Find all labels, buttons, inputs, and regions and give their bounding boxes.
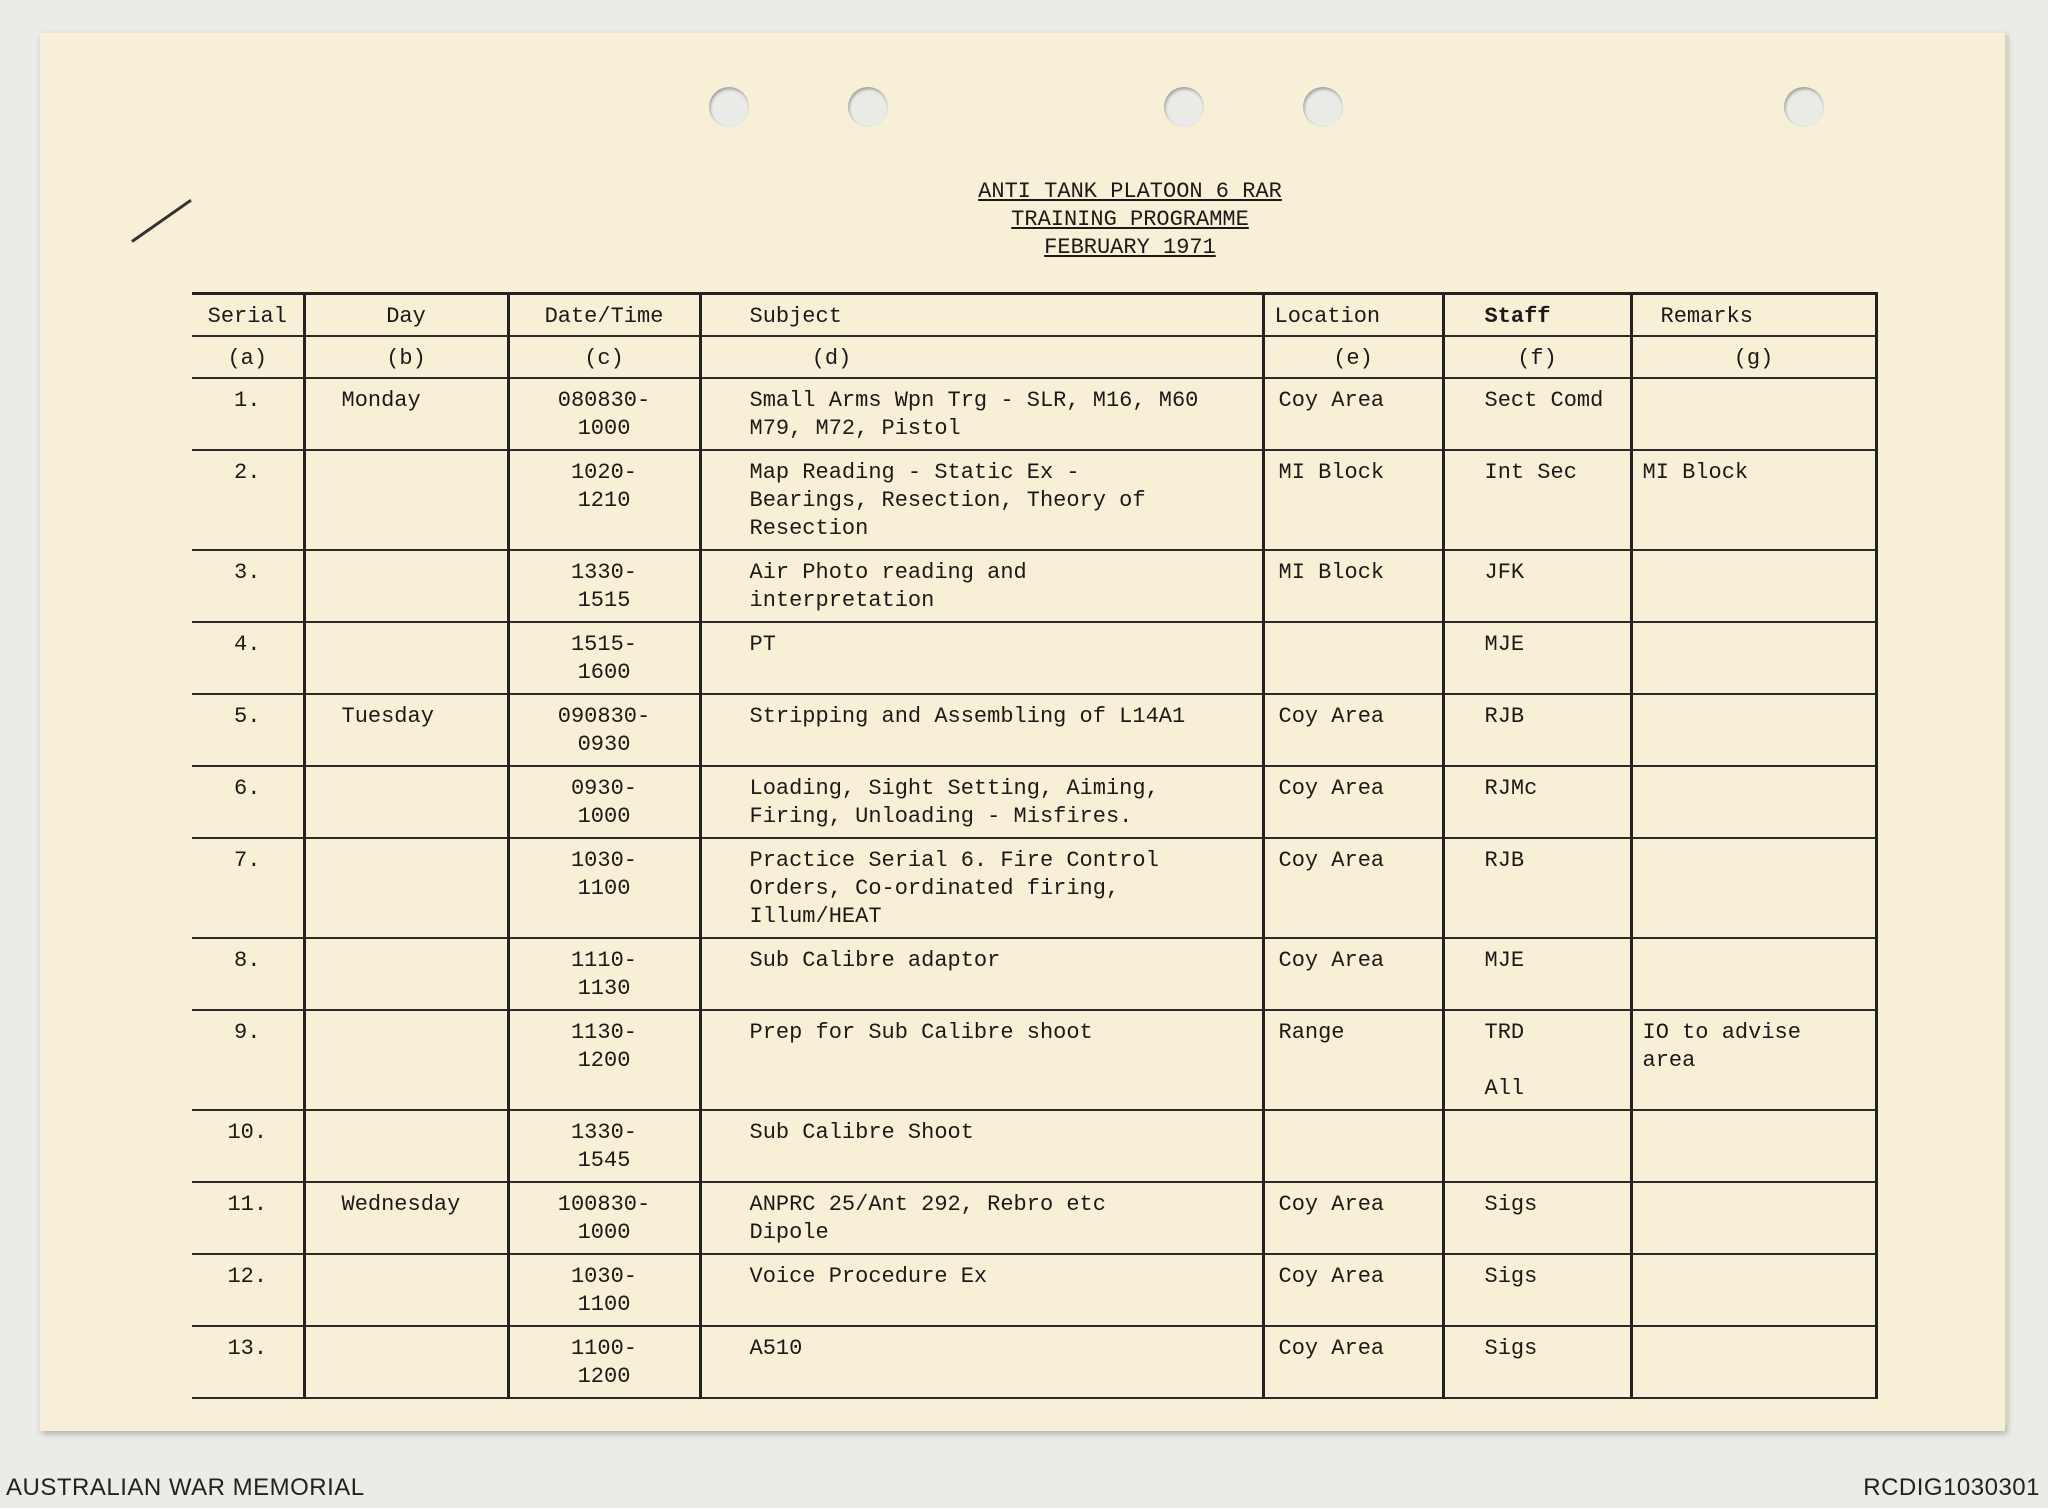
location-cell: Coy Area: [1263, 1254, 1443, 1326]
location-cell: [1263, 622, 1443, 694]
staff-cell: TRD All: [1443, 1010, 1631, 1110]
date-time-cell: 0930- 1000: [508, 766, 700, 838]
serial-cell: 9.: [192, 1010, 304, 1110]
staff-cell: RJB: [1443, 694, 1631, 766]
staff-cell: Sigs: [1443, 1182, 1631, 1254]
column-header: Subject: [700, 294, 1263, 337]
serial-cell: 8.: [192, 938, 304, 1010]
title-line: TRAINING PROGRAMME: [1011, 207, 1249, 232]
column-letter-row: [192, 336, 1876, 378]
subject-cell: Sub Calibre adaptor: [700, 938, 1263, 1010]
table-row: [192, 622, 1876, 694]
column-letter: (a): [192, 336, 304, 378]
location-cell: Coy Area: [1263, 938, 1443, 1010]
table-row: [192, 938, 1876, 1010]
subject-cell: Small Arms Wpn Trg - SLR, M16, M60 M79, M72, Pistol: [700, 378, 1263, 450]
column-header: Serial: [192, 294, 304, 337]
day-cell: [304, 1010, 508, 1110]
punch-hole: [1784, 87, 1824, 127]
header-row: [192, 294, 1876, 337]
serial-cell: 6.: [192, 766, 304, 838]
day-cell: Wednesday: [304, 1182, 508, 1254]
page-edge: [2005, 35, 2009, 1425]
location-cell: Coy Area: [1263, 1326, 1443, 1398]
table-row: [192, 450, 1876, 550]
column-letter: (d): [700, 336, 1263, 378]
title-line: FEBRUARY 1971: [1044, 235, 1216, 260]
date-time-cell: 080830- 1000: [508, 378, 700, 450]
day-cell: [304, 1110, 508, 1182]
footer-source: AUSTRALIAN WAR MEMORIAL: [6, 1474, 365, 1501]
date-time-cell: 1020- 1210: [508, 450, 700, 550]
column-header: Remarks: [1631, 294, 1876, 337]
remarks-cell: [1631, 938, 1876, 1010]
footer-id: RCDIG1030301: [1863, 1474, 2040, 1501]
subject-cell: Sub Calibre Shoot: [700, 1110, 1263, 1182]
location-cell: Coy Area: [1263, 1182, 1443, 1254]
subject-cell: ANPRC 25/Ant 292, Rebro etc Dipole: [700, 1182, 1263, 1254]
day-cell: [304, 450, 508, 550]
date-time-cell: 1515- 1600: [508, 622, 700, 694]
serial-cell: 4.: [192, 622, 304, 694]
date-time-cell: 1130- 1200: [508, 1010, 700, 1110]
serial-cell: 11.: [192, 1182, 304, 1254]
serial-cell: 7.: [192, 838, 304, 938]
remarks-cell: [1631, 1182, 1876, 1254]
table-row: [192, 1326, 1876, 1398]
table-row: [192, 550, 1876, 622]
date-time-cell: 1100- 1200: [508, 1326, 700, 1398]
training-programme-table: [192, 292, 1878, 1399]
staff-cell: [1443, 1110, 1631, 1182]
subject-cell: Prep for Sub Calibre shoot: [700, 1010, 1263, 1110]
subject-cell: A510: [700, 1326, 1263, 1398]
table-row: [192, 1110, 1876, 1182]
punch-hole: [709, 87, 749, 127]
staff-cell: Int Sec: [1443, 450, 1631, 550]
column-header: Day: [304, 294, 508, 337]
day-cell: [304, 766, 508, 838]
column-header: Date/Time: [508, 294, 700, 337]
remarks-cell: [1631, 1254, 1876, 1326]
serial-cell: 1.: [192, 378, 304, 450]
subject-cell: Map Reading - Static Ex - Bearings, Resection, Theory of Resection: [700, 450, 1263, 550]
remarks-cell: [1631, 378, 1876, 450]
date-time-cell: 1110- 1130: [508, 938, 700, 1010]
column-letter: (f): [1443, 336, 1631, 378]
serial-cell: 5.: [192, 694, 304, 766]
remarks-cell: [1631, 838, 1876, 938]
remarks-cell: [1631, 622, 1876, 694]
table-row: [192, 1182, 1876, 1254]
location-cell: MI Block: [1263, 450, 1443, 550]
column-letter: (b): [304, 336, 508, 378]
staff-cell: RJMc: [1443, 766, 1631, 838]
subject-cell: PT: [700, 622, 1263, 694]
table-row: [192, 766, 1876, 838]
location-cell: Range: [1263, 1010, 1443, 1110]
document-title: [880, 178, 1380, 262]
table-row: [192, 694, 1876, 766]
serial-cell: 10.: [192, 1110, 304, 1182]
title-line: ANTI TANK PLATOON 6 RAR: [978, 179, 1282, 204]
table-row: [192, 1010, 1876, 1110]
column-header: Location: [1263, 294, 1443, 337]
staff-cell: JFK: [1443, 550, 1631, 622]
day-cell: [304, 938, 508, 1010]
column-letter: (e): [1263, 336, 1443, 378]
remarks-cell: IO to advise area: [1631, 1010, 1876, 1110]
table-row: [192, 838, 1876, 938]
day-cell: [304, 1254, 508, 1326]
date-time-cell: 090830- 0930: [508, 694, 700, 766]
remarks-cell: [1631, 694, 1876, 766]
punch-hole: [1303, 87, 1343, 127]
remarks-cell: [1631, 1326, 1876, 1398]
punch-hole: [1164, 87, 1204, 127]
staff-cell: MJE: [1443, 938, 1631, 1010]
day-cell: [304, 550, 508, 622]
day-cell: Tuesday: [304, 694, 508, 766]
column-letter: (g): [1631, 336, 1876, 378]
remarks-cell: [1631, 550, 1876, 622]
table-row: [192, 378, 1876, 450]
remarks-cell: MI Block: [1631, 450, 1876, 550]
remarks-cell: [1631, 766, 1876, 838]
serial-cell: 12.: [192, 1254, 304, 1326]
day-cell: [304, 1326, 508, 1398]
subject-cell: Practice Serial 6. Fire Control Orders, Co-ordinated firing, Illum/HEAT: [700, 838, 1263, 938]
subject-cell: Voice Procedure Ex: [700, 1254, 1263, 1326]
column-header: Staff: [1443, 294, 1631, 337]
column-letter: (c): [508, 336, 700, 378]
location-cell: Coy Area: [1263, 694, 1443, 766]
location-cell: [1263, 1110, 1443, 1182]
location-cell: Coy Area: [1263, 766, 1443, 838]
date-time-cell: 1330- 1515: [508, 550, 700, 622]
location-cell: MI Block: [1263, 550, 1443, 622]
staff-cell: Sigs: [1443, 1326, 1631, 1398]
date-time-cell: 1330- 1545: [508, 1110, 700, 1182]
day-cell: [304, 622, 508, 694]
day-cell: Monday: [304, 378, 508, 450]
serial-cell: 3.: [192, 550, 304, 622]
date-time-cell: 100830- 1000: [508, 1182, 700, 1254]
location-cell: Coy Area: [1263, 838, 1443, 938]
serial-cell: 13.: [192, 1326, 304, 1398]
staff-cell: Sect Comd: [1443, 378, 1631, 450]
date-time-cell: 1030- 1100: [508, 838, 700, 938]
subject-cell: Air Photo reading and interpretation: [700, 550, 1263, 622]
staff-cell: Sigs: [1443, 1254, 1631, 1326]
punch-hole: [848, 87, 888, 127]
remarks-cell: [1631, 1110, 1876, 1182]
location-cell: Coy Area: [1263, 378, 1443, 450]
staff-cell: MJE: [1443, 622, 1631, 694]
day-cell: [304, 838, 508, 938]
serial-cell: 2.: [192, 450, 304, 550]
table-row: [192, 1254, 1876, 1326]
subject-cell: Stripping and Assembling of L14A1: [700, 694, 1263, 766]
staff-cell: RJB: [1443, 838, 1631, 938]
subject-cell: Loading, Sight Setting, Aiming, Firing, Unloading - Misfires.: [700, 766, 1263, 838]
date-time-cell: 1030- 1100: [508, 1254, 700, 1326]
